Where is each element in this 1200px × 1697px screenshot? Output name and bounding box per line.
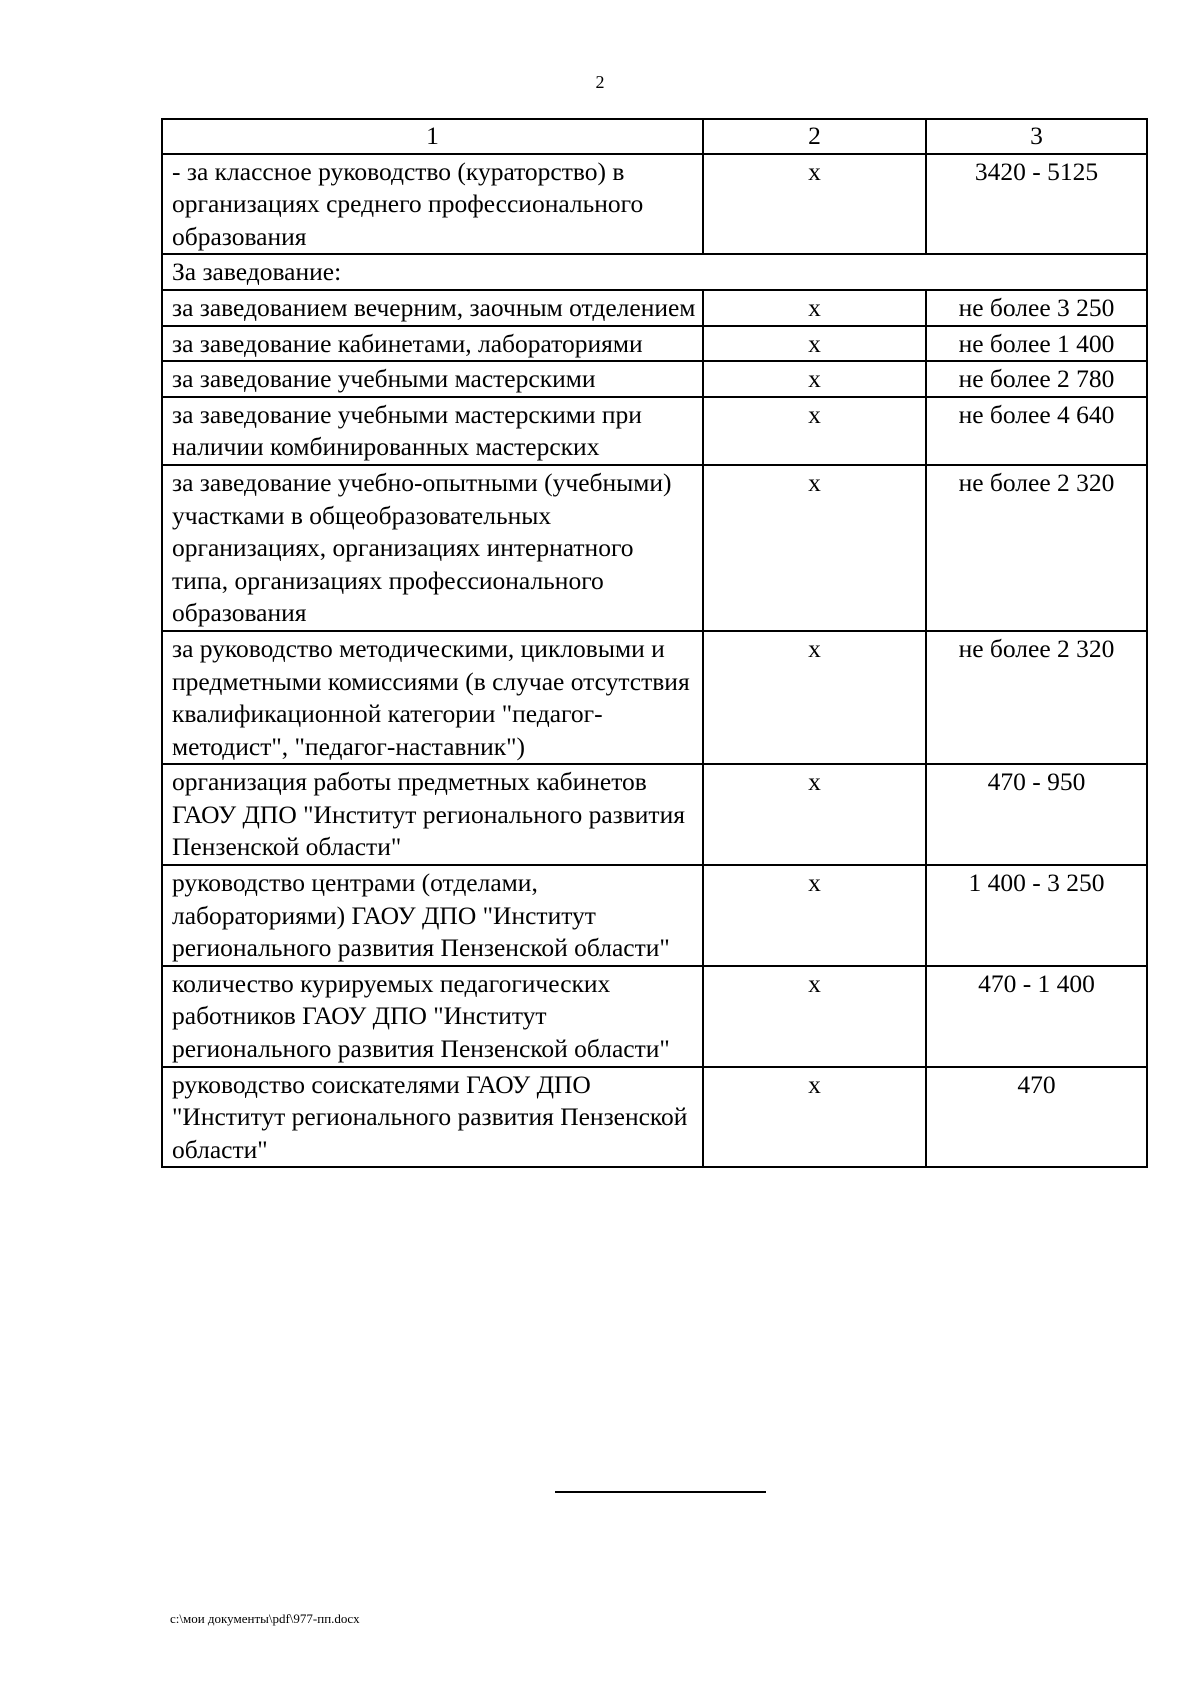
row-description: за заведование кабинетами, лабораториями (162, 326, 703, 362)
table-row (162, 764, 1147, 865)
row-description: организация работы предметных кабинетов ГАОУ ДПО "Институт регионального развития Пензенской области" (162, 764, 703, 865)
column-header: 3 (926, 119, 1147, 154)
row-mark: х (703, 865, 926, 966)
row-description: за руководство методическими, цикловыми и предметными комиссиями (в случае отсутствия квалификационной категории "педагог-методист", "педагог-наставник") (162, 631, 703, 764)
row-mark: х (703, 631, 926, 764)
row-value: 1 400 - 3 250 (926, 865, 1147, 966)
table-row (162, 631, 1147, 764)
row-value: не более 2 320 (926, 465, 1147, 631)
row-value: не более 1 400 (926, 326, 1147, 362)
column-header: 2 (703, 119, 926, 154)
row-description: количество курируемых педагогических работников ГАОУ ДПО "Институт регионального развития Пензенской области" (162, 966, 703, 1067)
footer-file-path: c:\мои документы\pdf\977-пп.docx (170, 1611, 360, 1626)
row-mark: х (703, 966, 926, 1067)
table-row (162, 326, 1147, 362)
row-description: руководство центрами (отделами, лабораториями) ГАОУ ДПО "Институт регионального развития Пензенской области" (162, 865, 703, 966)
section-heading: За заведование: (162, 254, 1147, 290)
table-row (162, 1067, 1147, 1168)
section-row (162, 254, 1147, 290)
row-description: за заведование учебно-опытными (учебными) участками в общеобразовательных организациях, организациях интернатного типа, организациях профессионального образования (162, 465, 703, 631)
row-mark: х (703, 326, 926, 362)
table-row (162, 361, 1147, 397)
table-row (162, 397, 1147, 465)
column-header: 1 (162, 119, 703, 154)
table-row (162, 865, 1147, 966)
row-mark: х (703, 154, 926, 255)
table-header-row (162, 119, 1147, 154)
row-value: не более 2 320 (926, 631, 1147, 764)
row-value: 3420 - 5125 (926, 154, 1147, 255)
row-mark: х (703, 290, 926, 326)
allowance-table (161, 118, 1148, 1168)
row-mark: х (703, 764, 926, 865)
row-value: 470 - 950 (926, 764, 1147, 865)
table-row (162, 154, 1147, 255)
row-description: руководство соискателями ГАОУ ДПО "Институт регионального развития Пензенской области" (162, 1067, 703, 1168)
row-mark: х (703, 1067, 926, 1168)
row-mark: х (703, 465, 926, 631)
row-description: за заведование учебными мастерскими при наличии комбинированных мастерских (162, 397, 703, 465)
row-value: 470 (926, 1067, 1147, 1168)
row-value: 470 - 1 400 (926, 966, 1147, 1067)
row-description: за заведование учебными мастерскими (162, 361, 703, 397)
row-description: - за классное руководство (кураторство) в организациях среднего профессионального образования (162, 154, 703, 255)
table-row (162, 465, 1147, 631)
row-description: за заведованием вечерним, заочным отделением (162, 290, 703, 326)
table-row (162, 966, 1147, 1067)
row-value: не более 3 250 (926, 290, 1147, 326)
row-mark: х (703, 361, 926, 397)
table-row (162, 290, 1147, 326)
row-mark: х (703, 397, 926, 465)
row-value: не более 4 640 (926, 397, 1147, 465)
page-number: 2 (595, 72, 605, 92)
row-value: не более 2 780 (926, 361, 1147, 397)
end-separator-line (555, 1491, 766, 1493)
